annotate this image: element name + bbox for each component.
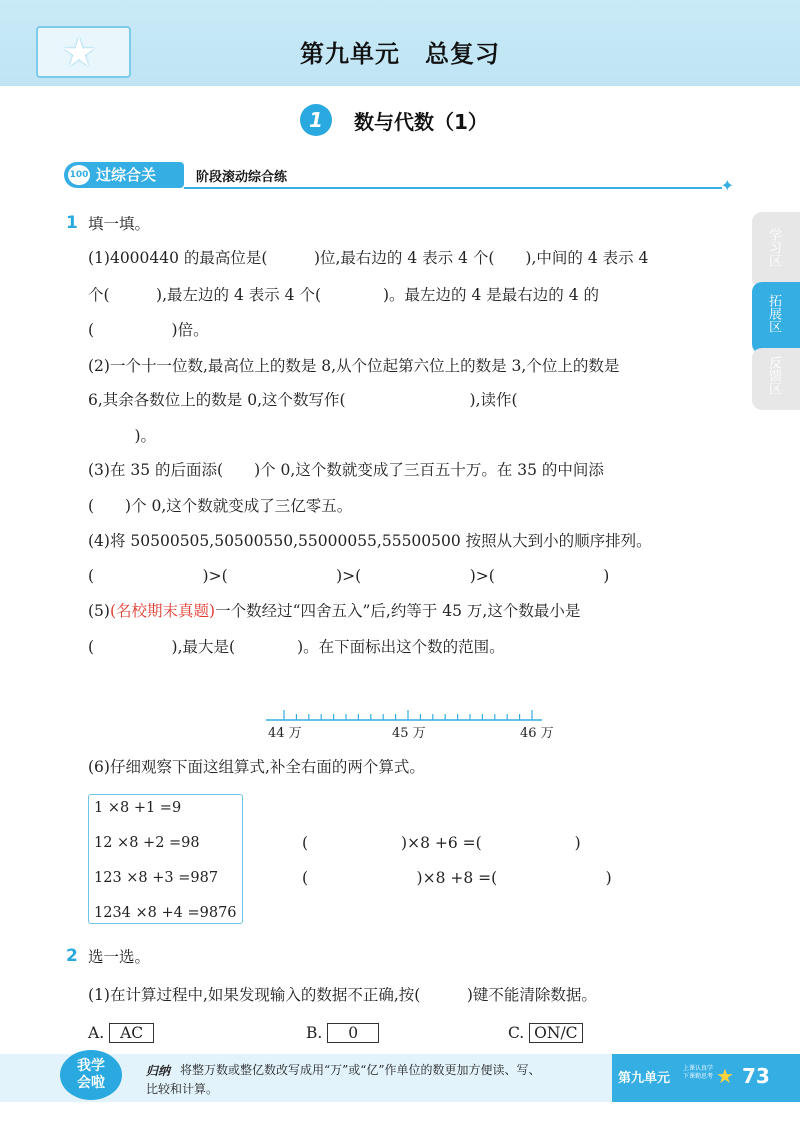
page-header: [0, 0, 800, 86]
q1-part1-line1: (1)4000440 的最高位是( )位,最右边的 4 表示 4 个( ),中间的 4 表示 4: [88, 249, 649, 267]
banner-badge-label: 过综合关: [96, 166, 157, 184]
q1-part2-line3: )。: [88, 427, 157, 445]
option-letter: B.: [306, 1024, 323, 1042]
star-logo-icon: ★: [61, 30, 97, 76]
banner-badge: [64, 162, 184, 188]
unit-title: 第九单元 总复习: [300, 40, 500, 68]
key-zero: 0: [327, 1023, 379, 1043]
tip-text: 将整万数或整亿数改写成用“万”或“亿”作单位的数更加方便读、写、: [180, 1063, 541, 1077]
question-title: 选一选。: [88, 948, 151, 966]
tip-label: 归纳: [146, 1064, 171, 1078]
page-number: 73: [742, 1064, 770, 1088]
q1-part3-line2: ( )个 0,这个数就变成了三亿零五。: [88, 497, 353, 515]
q1-part2-line2: 6,其余各数位上的数是 0,这个数写作( ),读作(: [88, 391, 518, 409]
q1-part5-line1: [88, 601, 580, 621]
q1-part3-line1: (3)在 35 的后面添( )个 0,这个数就变成了三百五十万。在 35 的中间添: [88, 461, 604, 479]
option-c: [508, 1023, 583, 1043]
q1-part5-line2: ( ),最大是( )。在下面标出这个数的范围。: [88, 638, 505, 656]
section-number: 1: [300, 104, 332, 136]
learned-badge: [60, 1050, 122, 1100]
option-letter: A.: [88, 1024, 105, 1042]
section-title: [300, 103, 488, 137]
question-number: 2: [66, 946, 78, 966]
fill-formula-1: ( )×8 +6 =( ): [302, 834, 581, 852]
footer-motto: 上课认真学 下课勤思考: [683, 1065, 714, 1080]
q1-part1-line3: ( )倍。: [88, 321, 209, 339]
key-onc: ON/C: [529, 1023, 582, 1043]
side-tab-extend[interactable]: [752, 282, 800, 354]
number-line-label: 45 万: [392, 726, 426, 741]
side-tab-label: 拓展区: [766, 294, 781, 333]
option-letter: C.: [508, 1024, 525, 1042]
formula-2: 12 ×8 +2 =98: [94, 835, 200, 851]
learned-badge-line1: 我学: [77, 1058, 105, 1074]
option-a: [88, 1023, 154, 1043]
learned-badge-line2: 会啦: [77, 1075, 105, 1091]
side-tab-label: 学习区: [766, 228, 781, 267]
question-title: 填一填。: [88, 215, 151, 233]
part-prefix: (5): [88, 602, 110, 620]
exam-tag: (名校期末真题): [109, 602, 216, 620]
banner-subtitle: 阶段滚动综合练: [196, 170, 288, 185]
number-line-label: 44 万: [268, 726, 302, 741]
q1-part6-line1: (6)仔细观察下面这组算式,补全右面的两个算式。: [88, 758, 425, 776]
key-ac: AC: [109, 1023, 154, 1043]
page-footer: [0, 1050, 800, 1105]
q2-part1-line1: (1)在计算过程中,如果发现输入的数据不正确,按( )键不能清除数据。: [88, 986, 597, 1004]
side-tab-study[interactable]: [752, 212, 800, 288]
star-icon: ✦: [720, 176, 734, 195]
section-title-text: 数与代数（1）: [354, 109, 488, 134]
side-tab-label: 反馈区: [766, 356, 781, 395]
q1-part2-line1: (2)一个十一位数,最高位上的数是 8,从个位起第六位上的数是 3,个位上的数是: [88, 357, 620, 375]
tip-text-continued: 比较和计算。: [146, 1082, 219, 1096]
fill-formula-2: ( )×8 +8 =( ): [302, 869, 612, 887]
hundred-icon: 100: [68, 165, 90, 185]
side-tab-feedback[interactable]: [752, 348, 800, 410]
formula-4: 1234 ×8 +4 =9876: [94, 905, 237, 921]
question-number: 1: [66, 213, 78, 233]
banner-divider: [184, 187, 722, 189]
footer-unit: 第九单元: [618, 1071, 671, 1086]
formula-3: 123 ×8 +3 =987: [94, 870, 219, 886]
option-b: [306, 1023, 379, 1043]
part-text: 一个数经过“四舍五入”后,约等于 45 万,这个数最小是: [215, 602, 581, 620]
q1-part4-line1: (4)将 50500505,50500550,55000055,55500500 按照从大到小的顺序排列。: [88, 532, 652, 550]
number-line: [264, 706, 554, 746]
number-line-label: 46 万: [520, 726, 554, 741]
q1-part1-line2: 个( ),最左边的 4 表示 4 个( )。最左边的 4 是最右边的 4 的: [88, 286, 599, 304]
q1-part4-line2: ( )>( )>( )>( ): [88, 567, 610, 585]
number-line-ticks: [284, 710, 532, 720]
mascot-icon: ★: [716, 1064, 734, 1088]
exercise-banner: [64, 160, 734, 195]
formula-1: 1 ×8 +1 =9: [94, 800, 182, 816]
